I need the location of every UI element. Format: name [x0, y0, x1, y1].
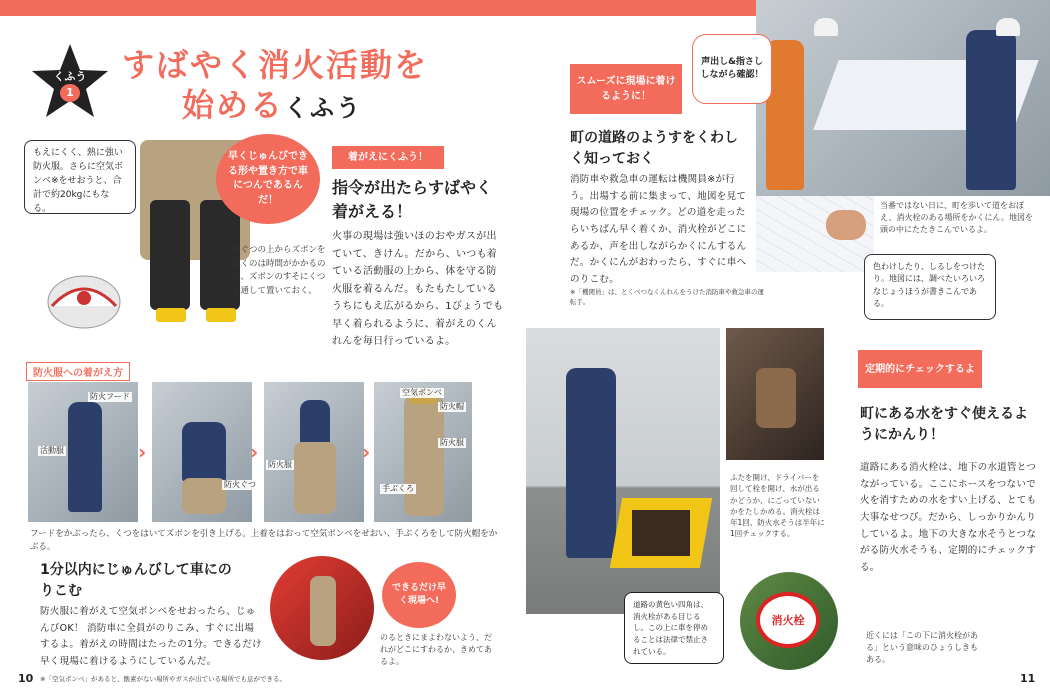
label-gloves: 手ぶくろ: [382, 484, 414, 493]
label-suit-3: 防火服: [268, 460, 292, 469]
arrow-right-icon: ›: [138, 440, 147, 464]
heading-quick-change: 指令が出たらすばやく着がえる！: [332, 178, 493, 221]
page-title-line2-black: くふう: [284, 94, 363, 122]
note-lid-check: ふたを開け、ドライバーを回して栓を開け、水が出るかどうか、にごっていないかをたしかめる。消火栓は年1回、防火水そうは半年に1回チェックする。: [730, 473, 825, 539]
footnote-driver: ※「機関員」は、とくべつなくんれんをうけた消防車や救急車の運転手。: [570, 288, 764, 306]
heading-water-ready: 町にある水をすぐ使えるようにかんり！: [860, 406, 1028, 443]
map-caption: 当番ではない日に、町を歩いて道をおぼえ、消火栓のある場所をかくにん。地図を頭の中にたたきこんでいるよ。: [880, 201, 1033, 234]
page-number-left: 10: [18, 672, 34, 685]
step-photo-2: [152, 382, 252, 522]
label-helmet: 防火帽: [440, 402, 464, 411]
steps-title: 防火服への着がえ方: [26, 362, 130, 381]
note-fireproof-suit: もえにくく、熱に強い防火服。さらに空気ボンベ※をせおうと、合計で約20kgにもなる。: [24, 140, 136, 214]
footnote-air-tank: ※「空気ボンベ」があると、酸素がない場所やガスが出ている場所でも息ができる。: [40, 675, 286, 683]
speech-bubble-hurry: できるだけ早く現場へ!: [382, 562, 456, 628]
heading-know-roads: 町の道路のようすをくわしく知っておく: [570, 130, 738, 167]
heading-one-minute: 1分以内にじゅんびして車にのりこむ: [40, 562, 232, 599]
arrow-right-icon: ›: [362, 440, 371, 464]
label-hood: 防火フード: [90, 392, 130, 401]
sign-caption: 近くには「この下に消火栓がある」という意味のひょうしきもある。: [866, 631, 978, 664]
body-know-roads: 消防車や救急車の運転は機関員※が行う。出場する前に集まって、地図を見て現場の位置をチェック。どの道を走ったらいちばん早く着くか、消火栓がどこにあるか、声を出しながらかくにんするんだ。かくにんがおわったら、すぐに車へのりこむ。: [570, 174, 747, 285]
map-photo: [756, 196, 874, 272]
tag-smooth-arrival: スムーズに現場に着けるように！: [570, 64, 682, 114]
label-suit-4: 防火服: [440, 438, 464, 447]
tag-change-tip: 着がえにくふう！: [332, 146, 444, 169]
body-quick-change: 火事の現場は強いほのおやガスが出ていて、きけん。だから、いつも着ている活動服の上から、体を守る防火服を着るんだ。もたもたしているうちにもえ広がるから、1びょうでも早く着られるように、着がえのくんれんを毎日行っているよ。: [332, 231, 504, 347]
page-number-right: 11: [1020, 672, 1036, 685]
badge-label: くふう: [53, 70, 87, 83]
page-title-line1: すばやく消火活動を: [122, 46, 429, 84]
body-water-ready: 道路にある消火栓は、地下の水道管とつながっている。ここにホースをつないで火を消すための水をすい上げる、とても大事なせつび。だから、しっかりかんりしているよ。地下の大きな水そうとつながる防火水そうも、定期的にチェックする。: [860, 462, 1037, 573]
hydrant-sign-photo: [740, 572, 838, 670]
note-yellow-square: 道路の黄色い四角は、消火栓がある目じるし。この上に車を停めることは法律で禁止されている。: [624, 592, 724, 664]
speech-bubble-prepare: 早くじゅんびできる形や置き方で車につんであるんだ！: [216, 134, 320, 224]
truck-caption: のるときにまよわないよう、だれがどこにすわるか、きめてあるよ。: [380, 633, 492, 666]
page-title-line2-red: 始める: [182, 86, 285, 124]
helmet-icon: [44, 262, 124, 330]
note-map-marks: 色わけしたり、しるしをつけたり。地図には、調べたいろいろなじょうほうが書きこんである。: [864, 254, 996, 320]
page-title-line2: [182, 86, 362, 124]
map-check-photo: [756, 0, 1050, 196]
steps-caption: フードをかぶったら、くつをはいてズボンを引き上げる。上着をはおって空気ボンベをせおい、手ぶくろをして防火帽をかぶる。: [30, 529, 498, 552]
valve-closeup-photo: [726, 328, 824, 460]
arrow-right-icon: ›: [250, 440, 259, 464]
speech-bubble-point-check: 声出し&指さししながら確認！: [692, 34, 772, 104]
label-uniform: 活動服: [40, 446, 64, 455]
top-color-band: [0, 0, 756, 16]
label-shoes: 防火ぐつ: [224, 480, 256, 489]
note-boots: 長ぐつの上からズボンをはくのは時間がかかるので、ズボンのすそにくつを通して置いておく。: [232, 245, 326, 296]
sign-text: 消火栓: [771, 614, 805, 627]
badge-number: 1: [60, 84, 80, 102]
hydrant-lid-photo: [526, 328, 720, 614]
fire-truck-photo: [270, 556, 374, 660]
body-one-minute: 防火服に着がえて空気ボンベをせおったら、じゅんびOK！ 消防車に全員がのりこみ、すぐに出場するよ。着がえの時間はたったの1分。できるだけ早く現場に着けるようにしているんだ。: [40, 606, 262, 667]
label-tank: 空気ボンベ: [402, 388, 442, 397]
tag-regular-check: 定期的にチェックするよ: [858, 350, 982, 388]
step-photo-3: [264, 382, 364, 522]
